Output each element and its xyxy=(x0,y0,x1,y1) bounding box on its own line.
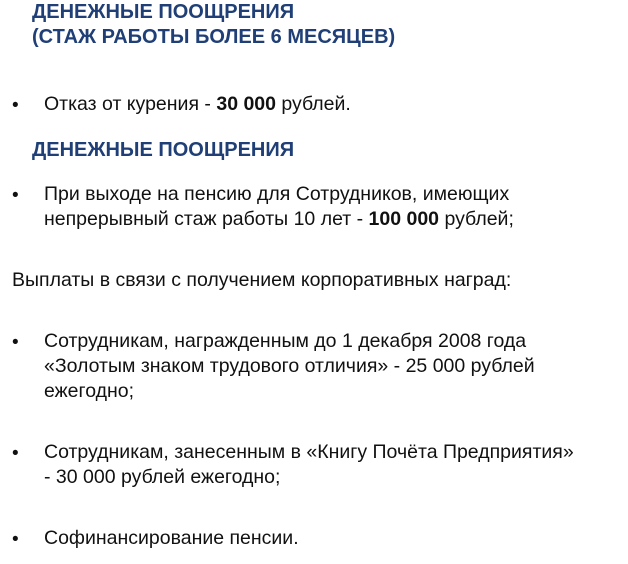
item-text: Отказ от курения - xyxy=(44,93,217,115)
heading-line-2: (СТАЖ РАБОТЫ БОЛЕЕ 6 МЕСЯЦЕВ) xyxy=(32,26,396,48)
item-line: - 30 000 рублей ежегодно; xyxy=(44,466,281,488)
bullet-marker: • xyxy=(12,185,19,206)
list-item-retirement xyxy=(44,182,620,232)
item-line: При выходе на пенсию для Сотрудников, имеющих xyxy=(44,183,510,205)
awards-intro-paragraph: Выплаты в связи с получением корпоративных наград: xyxy=(12,269,512,291)
item-text: рублей. xyxy=(276,93,351,115)
item-line: Сотрудникам, награжденным до 1 декабря 2008 года xyxy=(44,330,527,352)
list-item-smoking xyxy=(44,92,620,117)
item-text: непрерывный стаж работы 10 лет - xyxy=(44,208,369,230)
item-text: рублей; xyxy=(439,208,514,230)
item-line: «Золотым знаком трудового отличия» - 25 000 рублей xyxy=(44,355,535,377)
item-amount: 30 000 xyxy=(216,93,276,115)
heading-cash-incentives: ДЕНЕЖНЫЕ ПООЩРЕНИЯ xyxy=(32,139,295,161)
item-amount: 100 000 xyxy=(368,208,440,230)
list-item-honor-book xyxy=(44,440,620,490)
list-item-pension-cofinancing: Софинансирование пенсии. xyxy=(44,527,299,549)
bullet-marker: • xyxy=(12,95,19,116)
bullet-marker: • xyxy=(12,529,19,550)
heading-cash-incentives-6-months xyxy=(32,0,395,50)
item-line: Сотрудникам, занесенным в «Книгу Почёта Предприятия» xyxy=(44,441,574,463)
list-item-gold-badge xyxy=(44,329,620,404)
heading-line-1: ДЕНЕЖНЫЕ ПООЩРЕНИЯ xyxy=(32,1,295,23)
bullet-marker: • xyxy=(12,332,19,353)
item-line xyxy=(44,207,620,232)
bullet-marker: • xyxy=(12,443,19,464)
item-line: ежегодно; xyxy=(44,380,135,402)
